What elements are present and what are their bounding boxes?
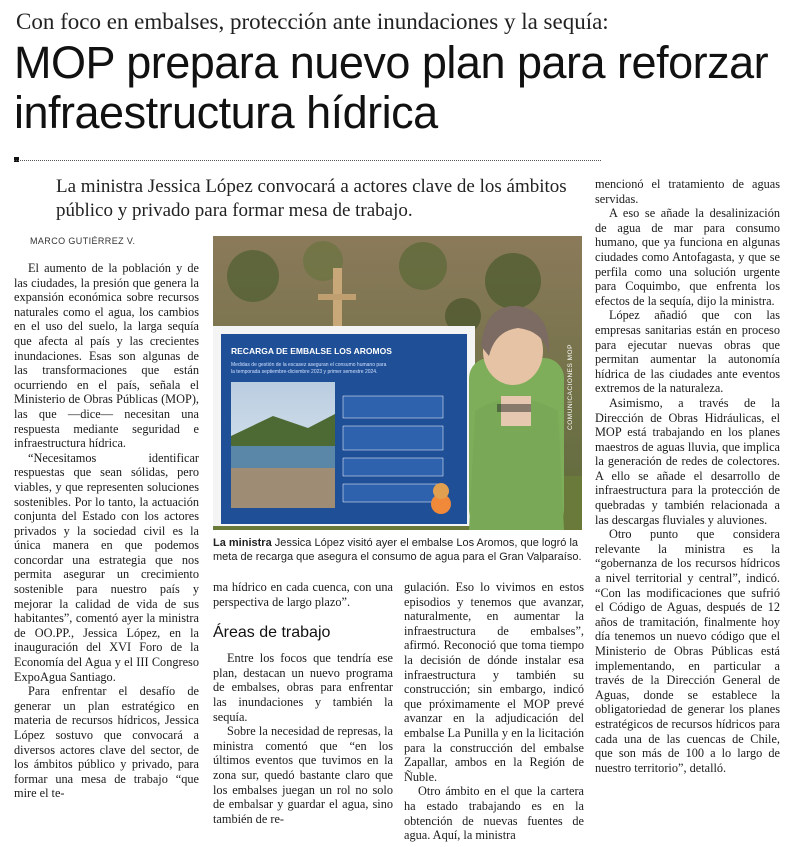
paragraph: A eso se añade la desalinización de agua de mar para consumo humano, que ya funciona en algunas ciudades como Antofagasta, y que se perfila como una solución urgente para Coquimbo, que enfrenta los efectos de la sequía, dijo la ministra. xyxy=(595,206,780,308)
caption-text: Jessica López visitó ayer el embalse Los Aromos, que logró la meta de recarga que asegura el consumo de agua para el Gran Valparaíso. xyxy=(213,537,582,563)
headline: MOP prepara nuevo plan para reforzar infraestructura hídrica xyxy=(14,37,769,138)
article-photo xyxy=(213,236,582,530)
paragraph: Asimismo, a través de la Dirección de Obras Hidráulicas, el MOP está trabajando en los planes maestros de aguas lluvia, que implica la generación de redes de colectores. A ello se añade el desarrollo de infraestructura para la protección de quebradas y también relacionada a las descargas fluviales y aluviones. xyxy=(595,395,780,527)
paragraph: ma hídrico en cada cuenca, con una perspectiva de largo plazo”. xyxy=(213,580,393,609)
paragraph: Entre los focos que tendría ese plan, destacan un nuevo programa de embalses, obras para enfrentar las inundaciones y también la sequía. xyxy=(213,651,393,724)
paragraph: Otro ámbito en el que la cartera ha estado trabajando es en la obtención de nuevas fuentes de agua. Aquí, la ministra xyxy=(404,784,584,843)
column-3 xyxy=(404,580,584,843)
column-4 xyxy=(595,177,780,775)
paragraph: López añadió que con las empresas sanitarias están en proceso para ejecutar nuevas obras que permitan aumentar la autonomía hídrica de las ciudades ante eventos extremos de la naturaleza. xyxy=(595,308,780,396)
byline: MARCO GUTIÉRREZ V. xyxy=(30,236,136,246)
subheadline: La ministra Jessica López convocará a actores clave de los ámbitos público y privado para formar mesa de trabajo. xyxy=(56,176,567,221)
sign-line: la temporada septiembre-diciembre 2023 y primer semestre 2024. xyxy=(231,369,378,375)
paragraph: El aumento de la población y de las ciudades, la presión que genera la expansión económica sobre recursos naturales como el agua, los cambios en el uso del suelo, la larga sequía que afecta al país y las crecientes inundaciones. Esas son algunas de las transformaciones que están ocurriendo en el país, señala el Ministerio de Obras Públicas (MOP), las que —dice— necesitan una respuesta mediante seguridad e infraestructura hídrica. xyxy=(14,261,199,451)
caption-lead: La ministra xyxy=(213,537,272,549)
photo-credit: COMUNICACIONES MOP xyxy=(567,344,574,430)
column-2 xyxy=(213,580,393,826)
paragraph: Para enfrentar el desafío de generar un plan estratégico en materia de recursos hídricos, Jessica López sostuvo que convocará a diversos actores clave del sector, de los ámbitos público y privado, para formar una mesa de trabajo “que mire el te- xyxy=(14,684,199,801)
photo-scene xyxy=(213,236,582,530)
photo-caption xyxy=(213,536,585,564)
paragraph: “Necesitamos identificar respuestas que sean sólidas, pero viables, y que representen soluciones sostenibles. Por lo tanto, la actuación conjunta del Estado con los actores privados y la sociedad civil es la única manera en que podemos concordar una estrategia que nos permita asegurar un crecimiento sostenible para nuestro país y mejorar la calidad de vida de sus habitantes”, comentó ayer la ministra de OO.PP., Jessica López, en la inauguración del XVI Foro de la Economía del Agua y el III Congreso ExpoAgua Santiago. xyxy=(14,450,199,684)
paragraph: gulación. Eso lo vivimos en estos episodios y tenemos que avanzar, naturalmente, en aumentar la infraestructura de embalses”, afirmó. Reconoció que toma tiempo la decisión de dónde instalar esa infraestructura y también su construcción; sin embargo, indicó que próximamente el MOP prevé avanzar en la adjudicación del embalse La Punilla y en la licitación para la construcción del embalse Zapallar, ambos en la Región de Ñuble. xyxy=(404,580,584,784)
paragraph: Sobre la necesidad de represas, la ministra comentó que “en los últimos eventos que tuvimos en la zona sur, quedó bastante claro que los embalses juegan un rol no solo de embalsar y guardar el agua, sino también de re- xyxy=(213,724,393,826)
column-1 xyxy=(14,261,199,801)
divider xyxy=(14,160,601,161)
kicker: Con foco en embalses, protección ante inundaciones y la sequía: xyxy=(16,9,609,34)
sign-line: Medidas de gestión de la escasez aseguran el consumo humano para xyxy=(231,362,387,368)
section-title: Áreas de trabajo xyxy=(213,624,331,642)
paragraph: Otro punto que considera relevante la ministra es la “gobernanza de los recursos hídricos a nivel territorial y central”, indicó. “Con las modificaciones que sufrió el Código de Aguas, después de 12 años de tramitación, finalmente hoy día tenemos un nuevo código que el Ministerio de Obras Públicas está implementando, en particular a través de la Dirección General de Aguas, donde se establece la obligatoriedad de generar los planes estratégicos de recursos hídricos para cada una de las cuencas de Chile, que son más de 100 a lo largo de nuestro territorio”, detalló. xyxy=(595,527,780,775)
paragraph: mencionó el tratamiento de aguas servidas. xyxy=(595,177,780,206)
sign-title: RECARGA DE EMBALSE LOS AROMOS xyxy=(231,346,392,356)
